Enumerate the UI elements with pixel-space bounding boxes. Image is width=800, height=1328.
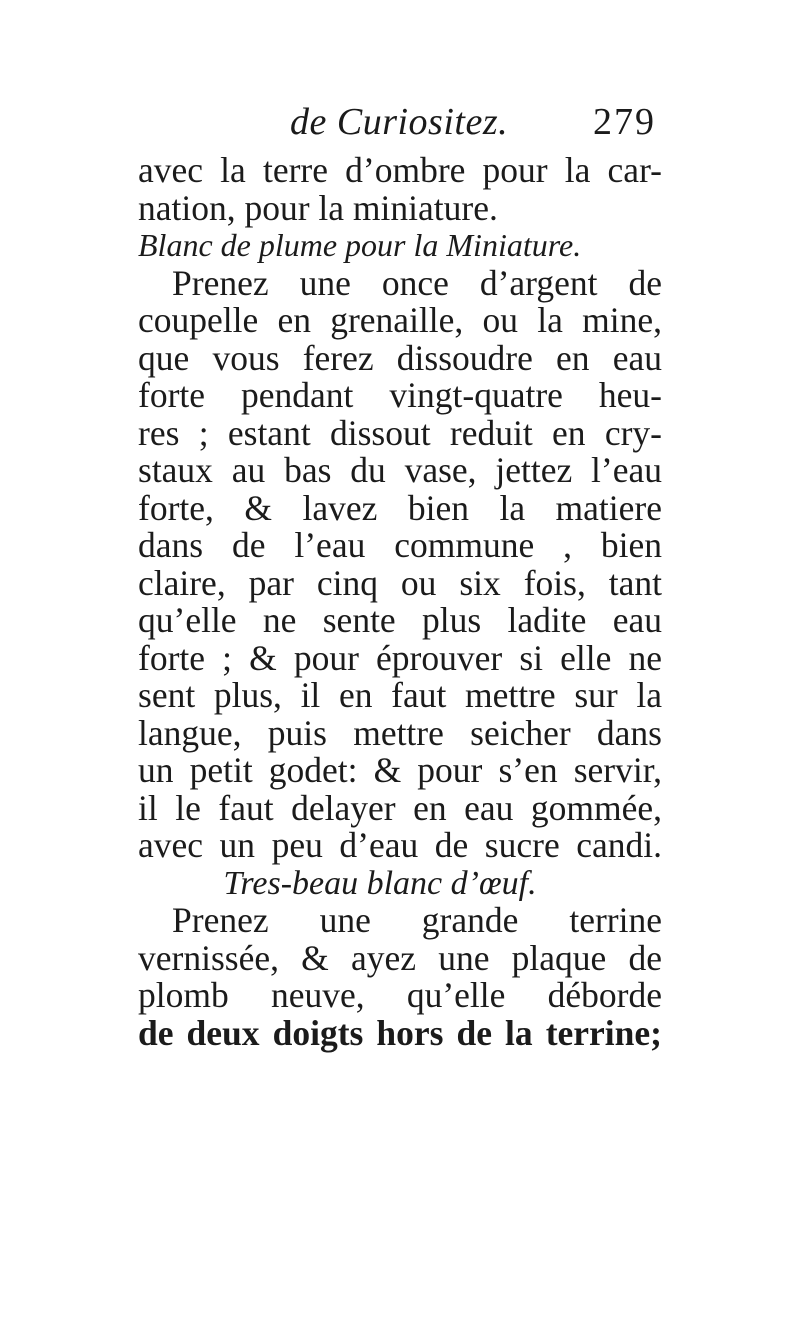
text-line: il le faut delayer en eau gommée,	[138, 787, 662, 828]
text-line: langue, puis mettre seicher dans	[138, 712, 662, 753]
text-line: res ; estant dissout reduit en cry-	[138, 412, 662, 453]
text-line: avec un peu d’eau de sucre candi.	[138, 825, 662, 865]
page-number: 279	[593, 101, 656, 143]
text-line: forte ; & pour éprouver si elle ne	[138, 637, 662, 678]
text-line: forte, & lavez bien la matiere	[138, 487, 662, 528]
text-line: dans de l’eau commune , bien	[138, 525, 662, 565]
text-line: qu’elle ne sente plus ladite eau	[138, 600, 662, 640]
text-line: staux au bas du vase, jettez l’eau	[138, 450, 662, 490]
text-line: nation, pour la miniature.	[138, 187, 498, 228]
text-line: claire, par cinq ou six fois, tant	[138, 562, 662, 603]
text-line: coupelle en grenaille, ou la mine,	[138, 300, 662, 340]
section-heading: Tres-beau blanc d’œuf.	[223, 864, 537, 902]
section-heading: Blanc de plume pour la Miniature.	[138, 227, 582, 263]
text-line: plomb neuve, qu’elle déborde	[138, 975, 662, 1015]
page-header	[140, 100, 660, 150]
text-line: avec la terre d’ombre pour la car-	[138, 150, 662, 190]
body-text	[138, 152, 662, 1052]
text-line: que vous ferez dissoudre en eau	[138, 337, 662, 378]
text-line: de deux doigts hors de la terrine;	[138, 1012, 662, 1053]
running-title: de Curiositez.	[290, 101, 509, 143]
text-line: un petit godet: & pour s’en servir,	[138, 750, 662, 790]
text-line: vernissée, & ayez une plaque de	[138, 937, 662, 978]
text-line: sent plus, il en faut mettre sur la	[138, 675, 662, 715]
text-line: forte pendant vingt-quatre heu-	[138, 375, 662, 415]
text-line: Prenez une once d’argent de	[172, 262, 662, 303]
text-line: Prenez une grande terrine	[172, 900, 662, 940]
